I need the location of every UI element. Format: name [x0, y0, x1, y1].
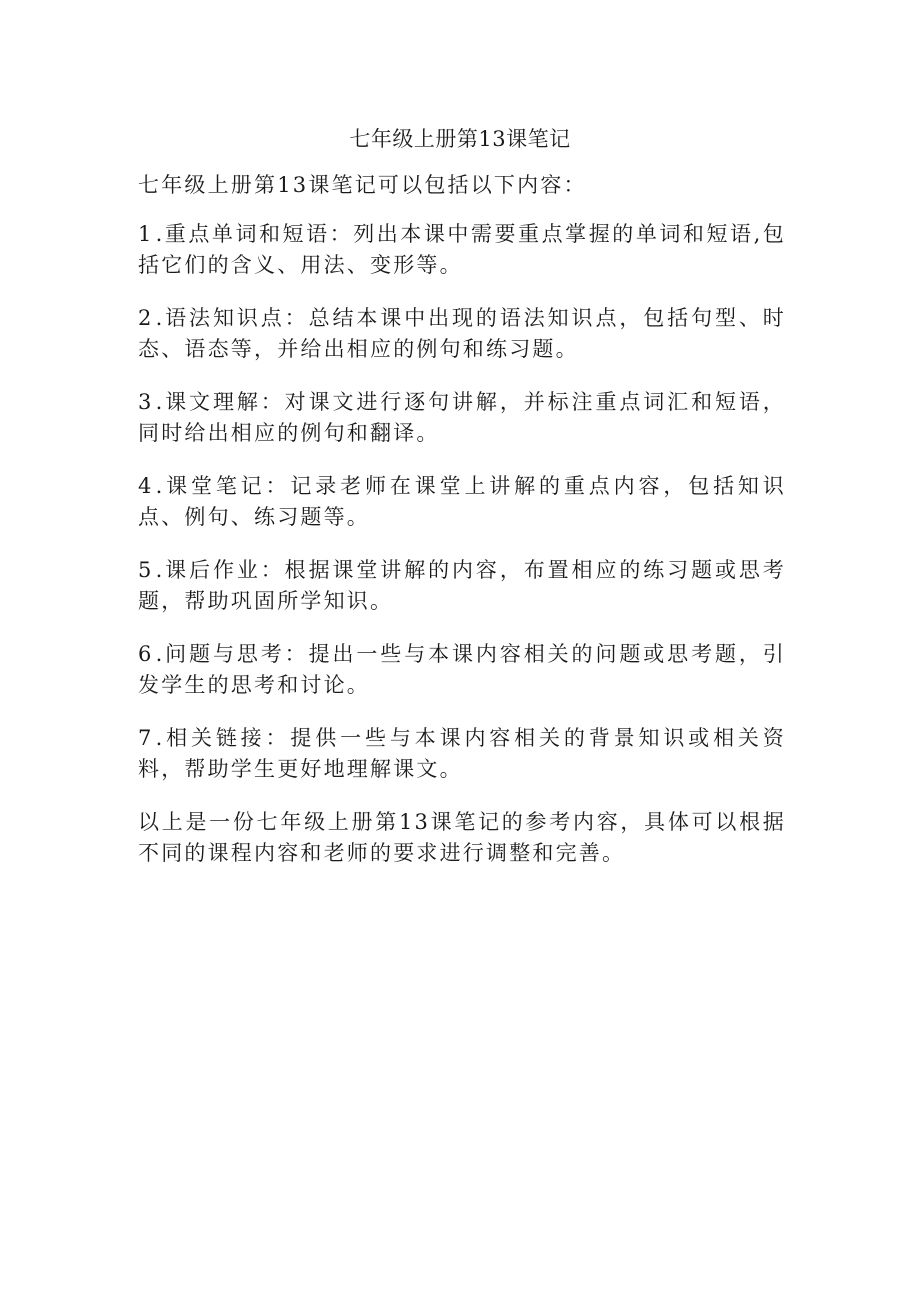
list-item-text: .课文理解：对课文进行逐句讲解，并标注重点词汇和短语，同时给出相应的例句和翻译。 — [138, 390, 786, 445]
list-item-text: .重点单词和短语：列出本课中需要重点掌握的单词和短语,包括它们的含义、用法、变形等。 — [138, 222, 786, 277]
intro-paragraph: 七年级上册第13课笔记可以包括以下内容： — [138, 173, 587, 197]
list-item-text: .课后作业：根据课堂讲解的内容，布置相应的练习题或思考题，帮助巩固所学知识。 — [138, 558, 786, 613]
list-item-number: 1 — [138, 222, 154, 246]
list-item-number: 3 — [138, 390, 154, 414]
list-item-text: .课堂笔记：记录老师在课堂上讲解的重点内容，包括知识点、例句、练习题等。 — [138, 474, 786, 529]
list-item — [138, 555, 786, 617]
list-item — [138, 471, 786, 533]
list-item — [138, 303, 786, 365]
list-item-text: .问题与思考：提出一些与本课内容相关的问题或思考题，引发学生的思考和讨论。 — [138, 642, 786, 697]
list-item-number: 4 — [138, 474, 154, 498]
list-item-text: .相关链接：提供一些与本课内容相关的背景知识或相关资料，帮助学生更好地理解课文。 — [138, 726, 786, 781]
list-item — [138, 387, 786, 449]
list-item — [138, 639, 786, 701]
document-body — [138, 170, 786, 885]
list-item — [138, 219, 786, 281]
list-item — [138, 723, 786, 785]
closing-paragraph: 以上是一份七年级上册第13课笔记的参考内容，具体可以根据不同的课程内容和老师的要求进行调整和完善。 — [138, 810, 786, 865]
list-item-text: .语法知识点：总结本课中出现的语法知识点，包括句型、时态、语态等，并给出相应的例句和练习题。 — [138, 306, 786, 361]
list-item-number: 7 — [138, 726, 154, 750]
list-item-number: 5 — [138, 558, 154, 582]
document-title: 七年级上册第13课笔记 — [349, 127, 571, 151]
list-item-number: 2 — [138, 306, 154, 330]
list-item-number: 6 — [138, 642, 154, 666]
